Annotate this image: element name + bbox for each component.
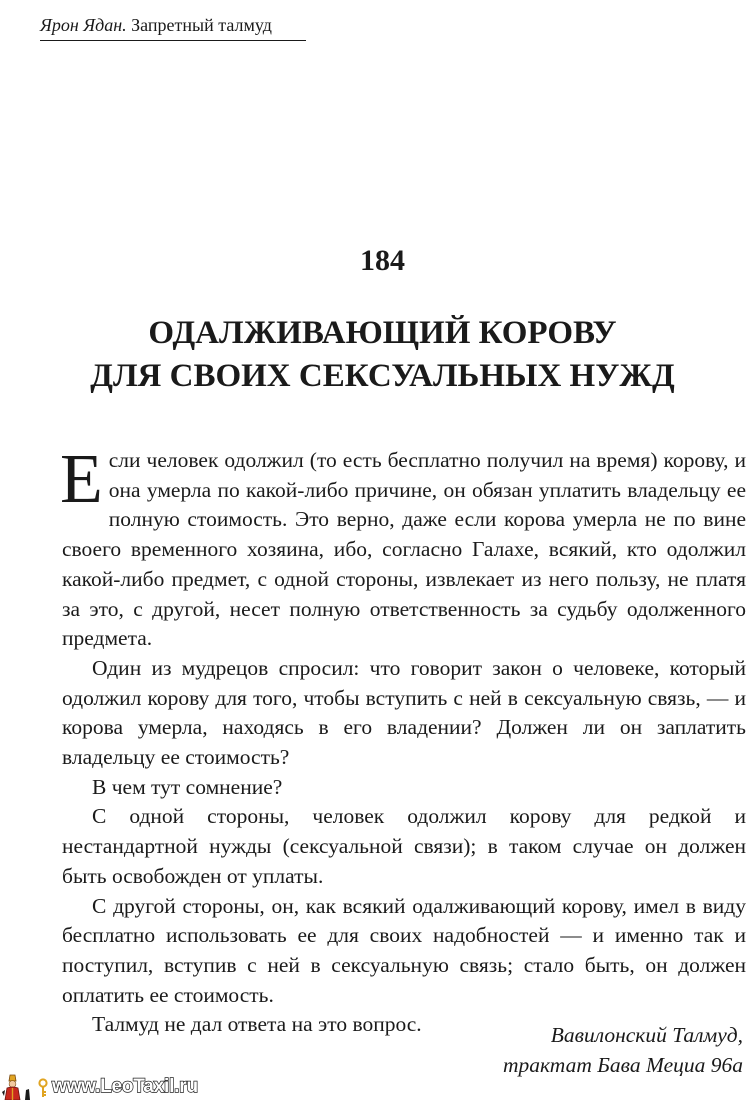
chapter-number: 184 bbox=[360, 244, 405, 277]
chapter-title-line-2: ДЛЯ СВОИХ СЕКСУАЛЬНЫХ НУЖД bbox=[90, 358, 675, 394]
paragraph-1-text: сли человек одолжил (то есть бесплатно получил на время) корову, и она умерла по какой-либо причине, он обязан уплатить владельцу ее полную стоимость. Это верно, даже если корова умерла не по вине своего временного хозяина, ибо, согласно Галахе, всякий, кто одолжил какой-либо предмет, с одной стороны, извлекает из него пользу, не платя за это, с другой, несет полную ответственность за судьбу одолженного предмета. bbox=[62, 448, 746, 651]
drop-cap: Е bbox=[60, 441, 103, 518]
paragraph-3: В чем тут сомнение? bbox=[92, 774, 283, 799]
body-text bbox=[60, 441, 746, 1040]
header-rule bbox=[40, 40, 306, 41]
key-icon bbox=[36, 1074, 50, 1100]
paragraph-6: Талмуд не дал ответа на это вопрос. bbox=[92, 1012, 422, 1037]
running-head-author: Ярон Ядан. bbox=[40, 15, 127, 35]
watermark-url: www.LeoTaxil.ru bbox=[52, 1076, 198, 1097]
source-line-1: Вавилонский Талмуд, bbox=[550, 1023, 743, 1047]
chapter-title-line-1: ОДАЛЖИВАЮЩИЙ КОРОВУ bbox=[148, 315, 617, 351]
running-head-book-title: Запретный талмуд bbox=[131, 15, 272, 35]
chapter-title bbox=[0, 312, 753, 398]
watermark bbox=[0, 1074, 198, 1100]
source-line-2: трактат Бава Мециа 96а bbox=[502, 1053, 743, 1077]
source-citation bbox=[503, 1020, 743, 1080]
pope-figure-icon bbox=[0, 1074, 34, 1100]
paragraph-4: С одной стороны, человек одолжил корову для редкой и нестандартной нужды (сексуальной связи); в таком случае он должен быть освобожден от уплаты. bbox=[62, 804, 746, 888]
paragraph-2: Один из мудрецов спросил: что говорит закон о человеке, который одолжил корову для того, чтобы вступить с ней в сексуальную связь, — и корова умерла, находясь в его владении? Должен ли он заплатить владельцу ее стоимость? bbox=[62, 655, 746, 770]
paragraph-1 bbox=[60, 441, 746, 654]
running-head bbox=[40, 12, 306, 38]
paragraph-5: С другой стороны, он, как всякий одалживающий корову, имел в виду бесплатно использовать ее для своих надобностей — и именно так и поступил, вступив с ней в сексуальную связь; стало быть, он должен оплатить ее стоимость. bbox=[62, 893, 746, 1007]
